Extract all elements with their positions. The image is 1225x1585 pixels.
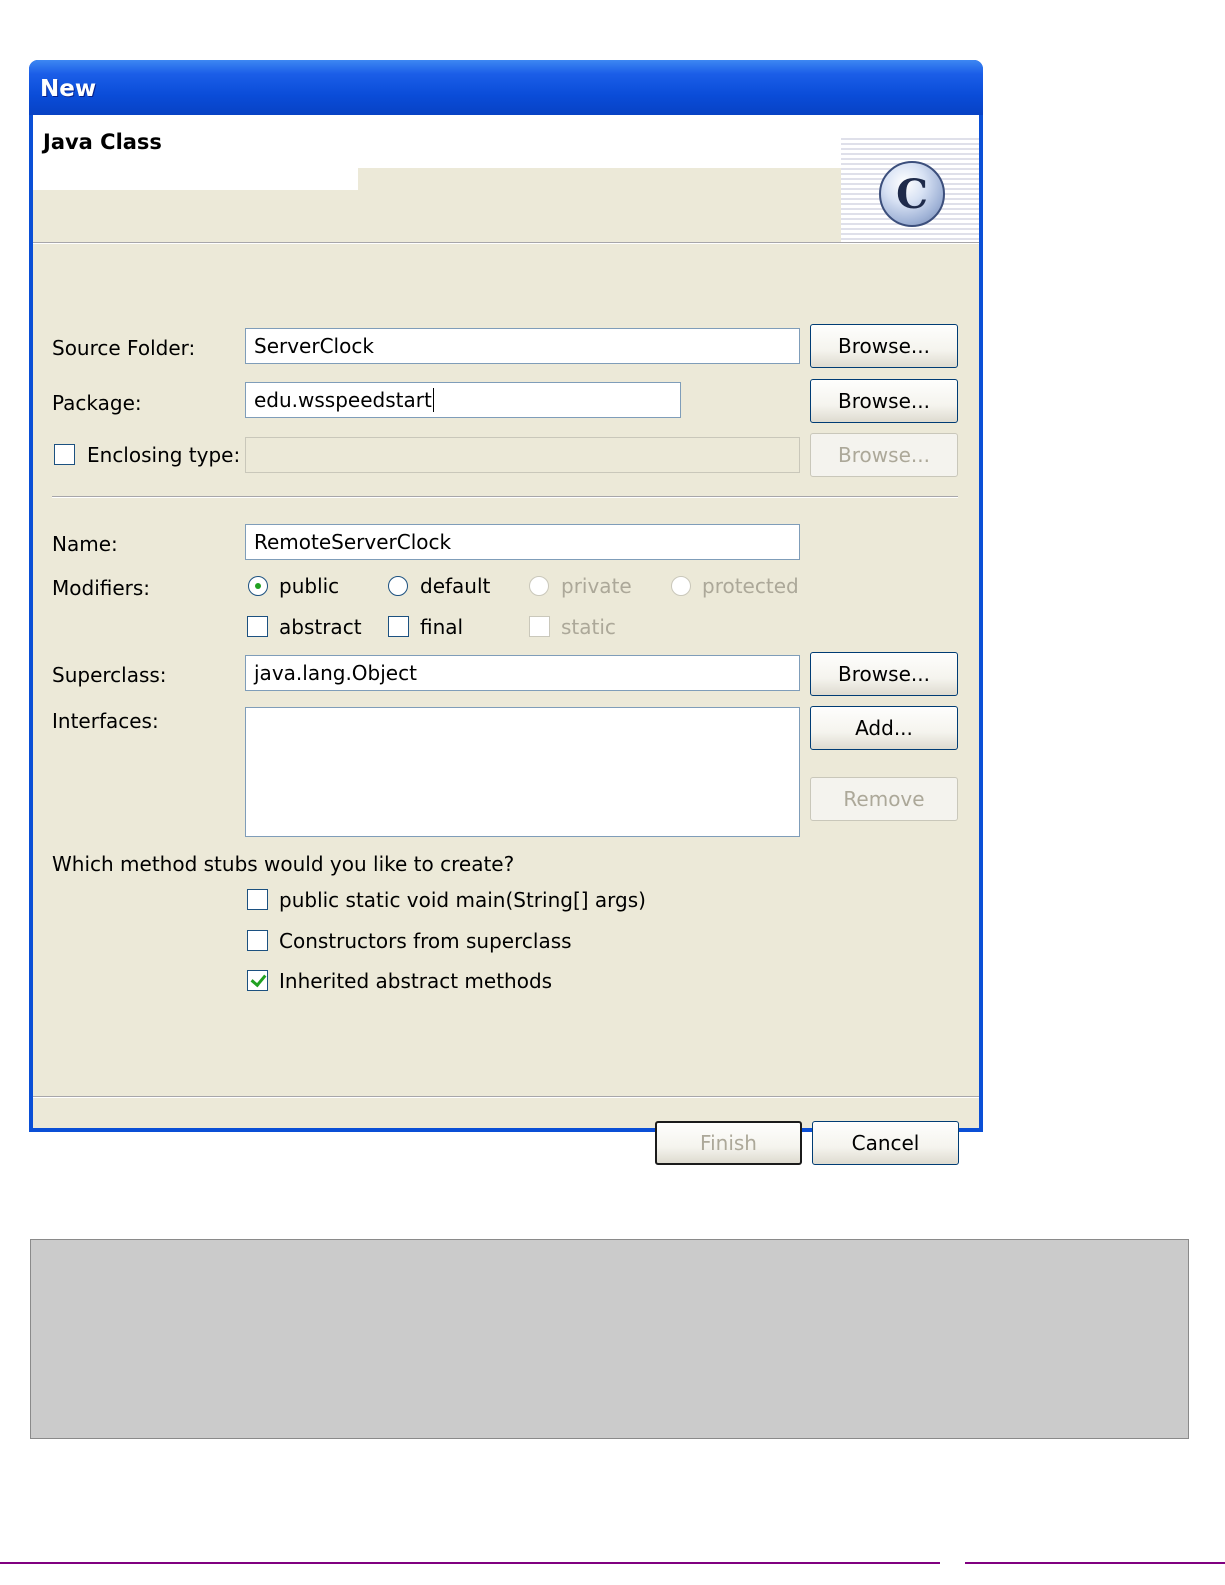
static-checkbox[interactable]: [529, 616, 550, 637]
final-checkbox[interactable]: [388, 616, 409, 637]
remove-interface-button[interactable]: Remove: [810, 777, 958, 821]
java-class-icon: C: [879, 161, 945, 227]
add-interface-button[interactable]: Add...: [810, 706, 958, 750]
final-checkbox-label: final: [420, 615, 464, 639]
enclosing-type-checkbox[interactable]: [54, 444, 75, 465]
modifiers-label: Modifiers:: [52, 576, 151, 600]
package-value: edu.wsspeedstart: [254, 388, 432, 412]
method-stubs-question: Which method stubs would you like to create?: [52, 852, 515, 876]
interfaces-label: Interfaces:: [52, 709, 159, 733]
superclass-input[interactable]: java.lang.Object: [245, 655, 800, 691]
name-label: Name:: [52, 532, 118, 556]
constructors-label: Constructors from superclass: [279, 929, 572, 953]
protected-radio[interactable]: [671, 576, 691, 596]
package-browse-button[interactable]: Browse...: [810, 379, 958, 423]
source-folder-label: Source Folder:: [52, 336, 196, 360]
dialog-client-area: [33, 115, 979, 1155]
abstract-checkbox-label: abstract: [279, 615, 362, 639]
public-radio[interactable]: [248, 576, 268, 596]
window-title: New: [40, 76, 97, 102]
cancel-button[interactable]: Cancel: [812, 1121, 959, 1165]
text-cursor: [433, 388, 434, 412]
main-method-checkbox[interactable]: [247, 889, 268, 910]
enclosing-type-input[interactable]: [245, 437, 800, 473]
source-folder-browse-button[interactable]: Browse...: [810, 324, 958, 368]
banner-divider: [33, 242, 979, 244]
superclass-label: Superclass:: [52, 663, 167, 687]
abstract-checkbox[interactable]: [247, 616, 268, 637]
finish-button[interactable]: Finish: [655, 1121, 802, 1165]
class-name-input[interactable]: RemoteServerClock: [245, 524, 800, 560]
enclosing-type-browse-button[interactable]: Browse...: [810, 433, 958, 477]
source-folder-input[interactable]: ServerClock: [245, 328, 800, 364]
main-method-label: public static void main(String[] args): [279, 888, 646, 912]
interfaces-list[interactable]: [245, 707, 800, 837]
package-label: Package:: [52, 391, 142, 415]
page-divider-right: [965, 1562, 1225, 1564]
protected-radio-label: protected: [702, 574, 799, 598]
inherited-methods-checkbox[interactable]: [247, 970, 268, 991]
public-radio-label: public: [279, 574, 340, 598]
page-divider: [0, 1562, 940, 1564]
title-bar[interactable]: [29, 60, 983, 115]
package-input[interactable]: [245, 382, 681, 418]
constructors-checkbox[interactable]: [247, 930, 268, 951]
caption-placeholder-box: [30, 1239, 1189, 1439]
new-java-class-dialog: [29, 60, 983, 1155]
static-checkbox-label: static: [561, 615, 616, 639]
footer-divider: [33, 1096, 979, 1098]
default-radio-label: default: [420, 574, 491, 598]
superclass-browse-button[interactable]: Browse...: [810, 652, 958, 696]
wizard-page-title: Java Class: [43, 130, 162, 154]
wizard-banner: [33, 115, 979, 242]
form-divider: [52, 496, 958, 498]
default-radio[interactable]: [388, 576, 408, 596]
enclosing-type-label: Enclosing type:: [87, 443, 241, 467]
inherited-methods-label: Inherited abstract methods: [279, 969, 553, 993]
private-radio-label: private: [561, 574, 632, 598]
private-radio[interactable]: [529, 576, 549, 596]
